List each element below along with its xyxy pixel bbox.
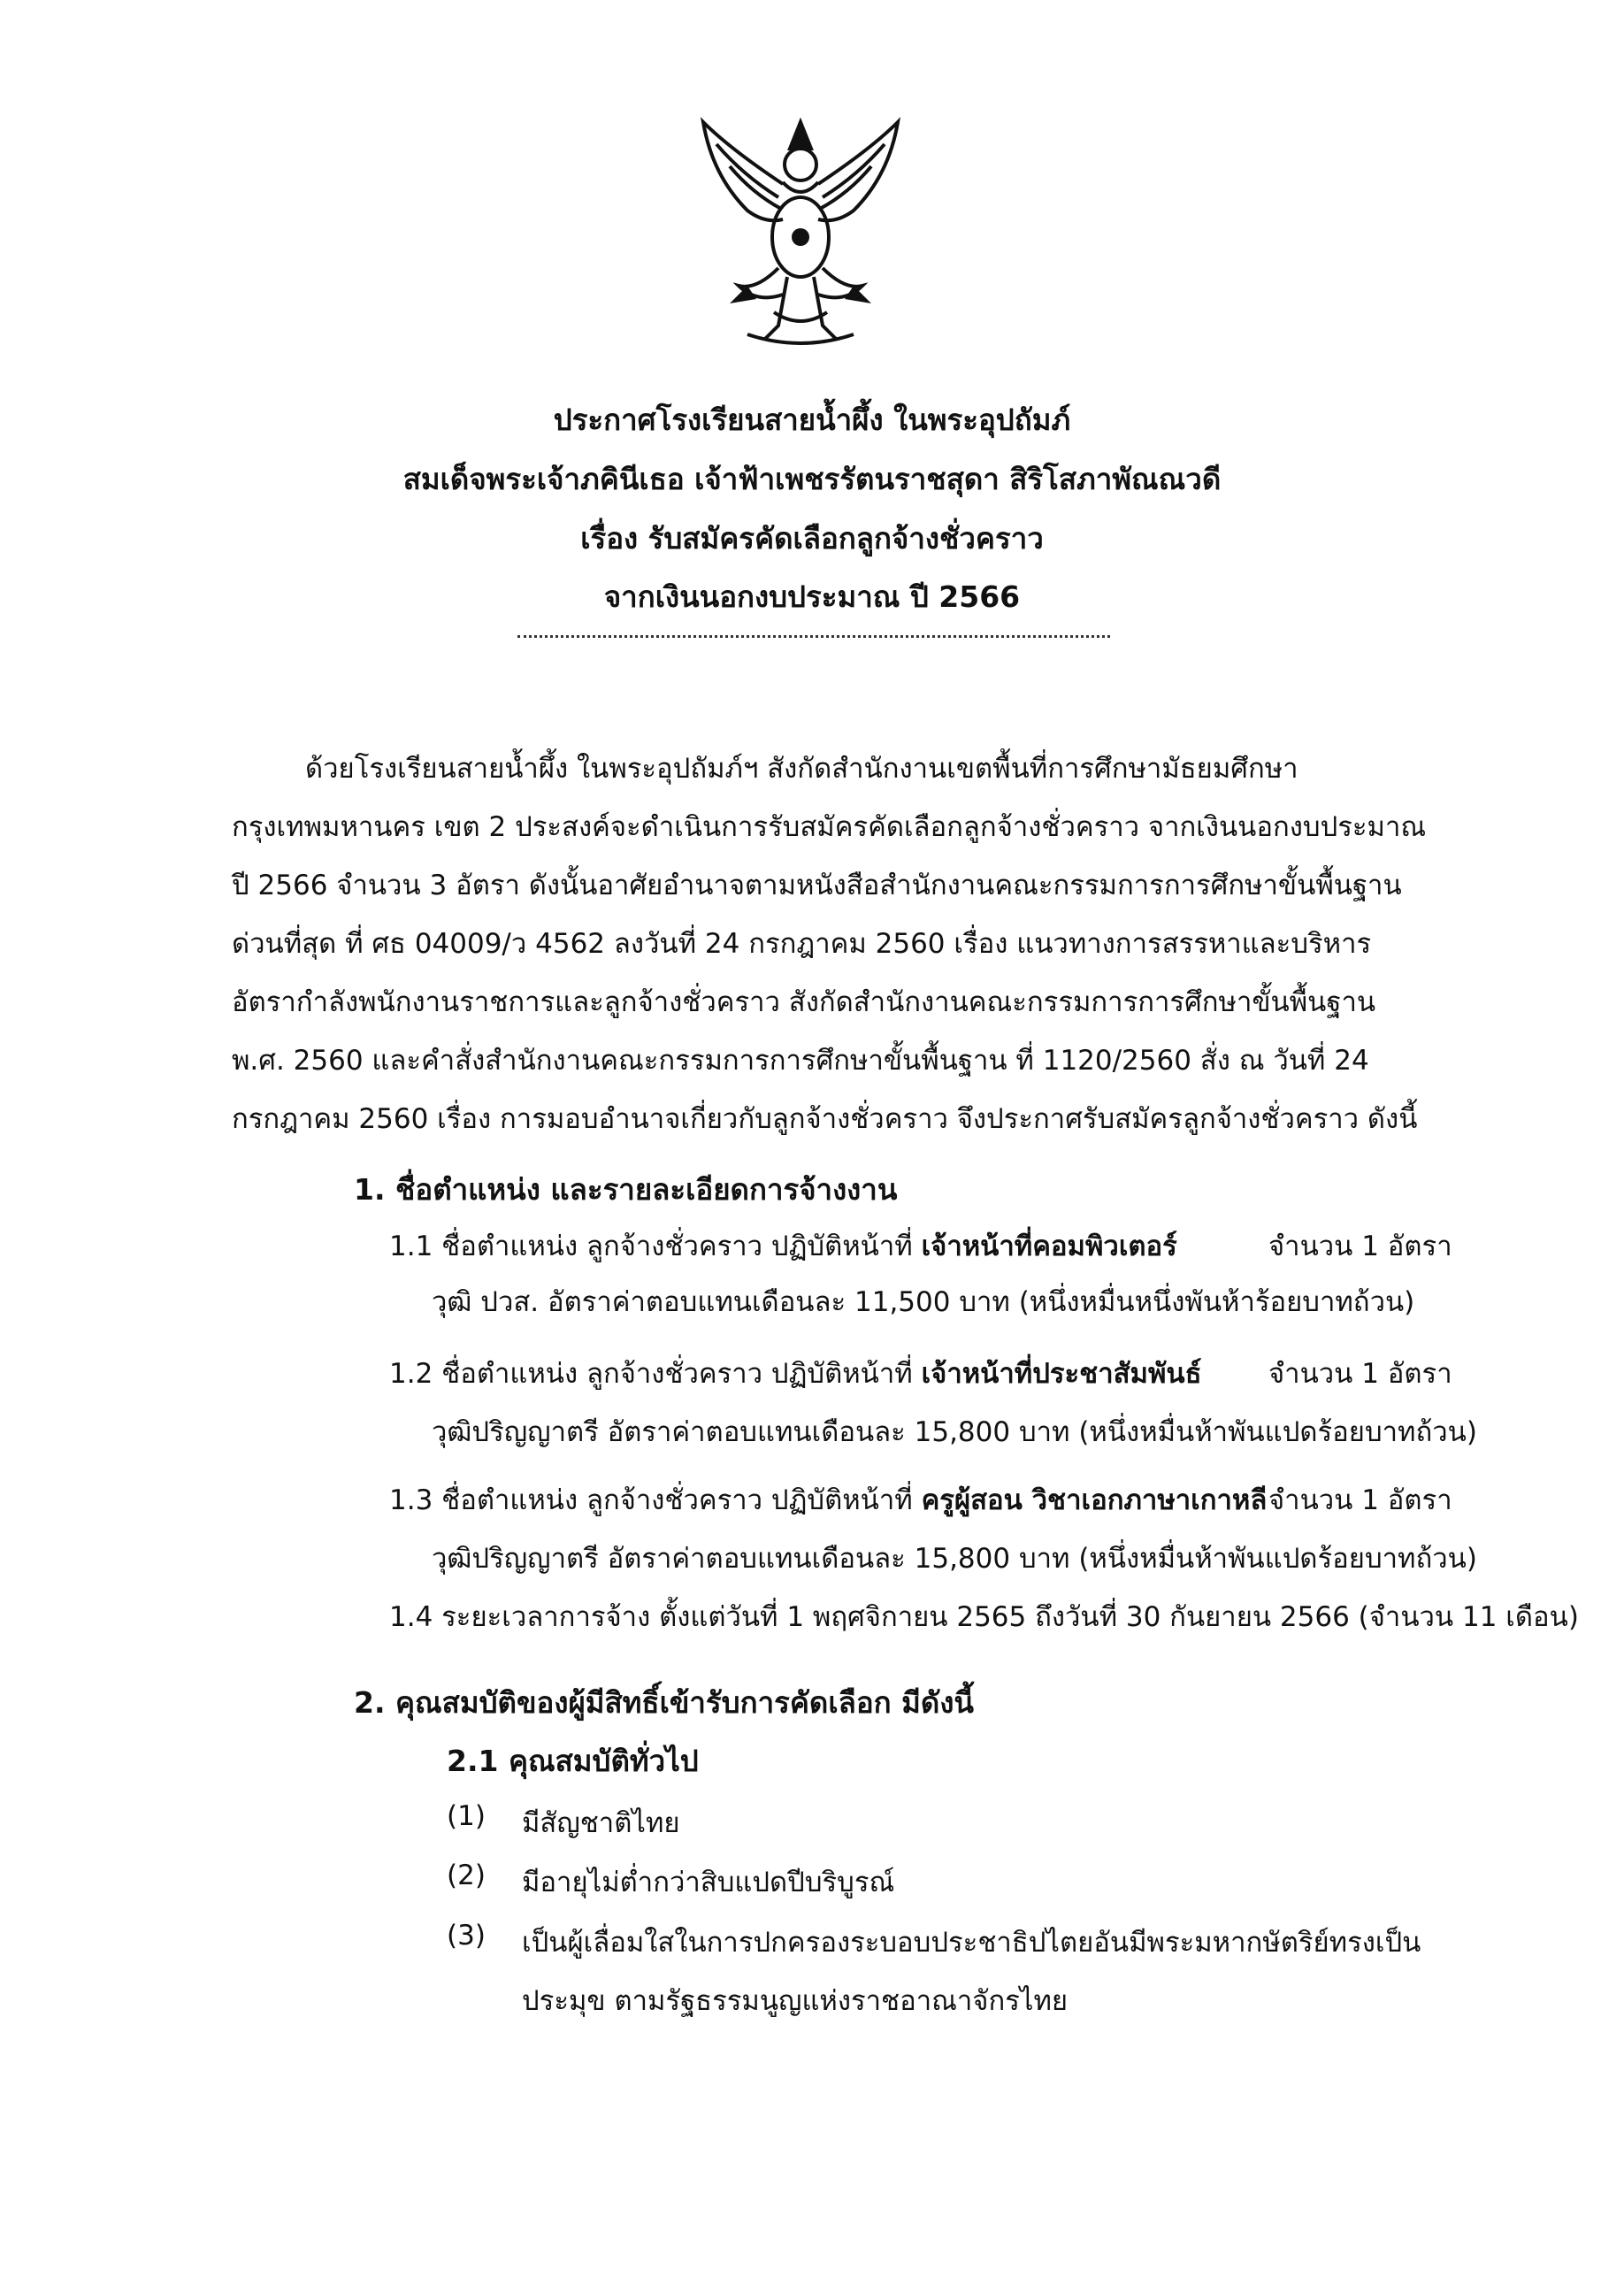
position-2-title: เจ้าหน้าที่ประชาสัมพันธ์ xyxy=(921,1358,1202,1390)
position-3-detail: วุฒิปริญญาตรี อัตราค่าตอบแทนเดือนละ 15,800 บาท (หนึ่งหมื่นห้าพันแปดร้อยบาทถ้วน) xyxy=(432,1543,1477,1575)
title-line-3: เรื่อง รับสมัครคัดเลือกลูกจ้างชั่วคราว xyxy=(580,521,1044,556)
title-line-1: ประกาศโรงเรียนสายน้ำผึ้ง ในพระอุปถัมภ์ xyxy=(553,403,1071,437)
employment-period: 1.4 ระยะเวลาการจ้าง ตั้งแต่วันที่ 1 พฤศจิกายน 2565 ถึงวันที่ 30 กันยายน 2566 (จำนวน 11 เดือน) xyxy=(389,1601,1579,1633)
position-3-prefix: 1.3 ชื่อตำแหน่ง ลูกจ้างชั่วคราว ปฏิบัติหน้าที่ xyxy=(389,1484,922,1516)
qualification-3-text: เป็นผู้เลื่อมใสในการปกครองระบอบประชาธิปไตยอันมีพระมหากษัตริย์ทรงเป็น xyxy=(522,1927,1421,1959)
intro-paragraph xyxy=(232,740,1435,1148)
qualification-1-num: (1) xyxy=(447,1800,486,1832)
title-line-2: สมเด็จพระเจ้าภคินีเธอ เจ้าฟ้าเพชรรัตนราชสุดา สิริโสภาพัณณวดี xyxy=(402,462,1222,496)
qualification-2-num: (2) xyxy=(447,1860,486,1891)
section2-heading: 2. คุณสมบัติของผู้มีสิทธิ์เข้ารับการคัดเลือก มีดังนี้ xyxy=(354,1685,974,1720)
position-3-title: ครูผู้สอน วิชาเอกภาษาเกาหลี xyxy=(921,1484,1268,1516)
position-1-line xyxy=(389,1223,1177,1268)
dotted-divider xyxy=(517,635,1110,638)
position-1-detail: วุฒิ ปวส. อัตราค่าตอบแทนเดือนละ 11,500 บาท (หนึ่งหมื่นหนึ่งพันห้าร้อยบาทถ้วน) xyxy=(432,1286,1415,1318)
title-line-4: จากเงินนอกงบประมาณ ปี 2566 xyxy=(603,579,1021,614)
qualification-2-text: มีอายุไม่ต่ำกว่าสิบแปดปีบริบูรณ์ xyxy=(522,1867,895,1898)
qualification-3-num: (3) xyxy=(447,1920,486,1952)
position-1-qty: จำนวน 1 อัตรา xyxy=(1268,1231,1452,1262)
intro-text: ด้วยโรงเรียนสายน้ำผึ้ง ในพระอุปถัมภ์ฯ สังกัดสำนักงานเขตพื้นที่การศึกษามัธยมศึกษา กรุงเทพมหานคร เขต 2 ประสงค์จะดำเนินการรับสมัครคัดเลือกลูกจ้างชั่วคราว จากเงินนอกงบประมาณ ปี 2566 จำนวน 3 อัตรา ดังนั้นอาศัยอำนาจตามหนังสือสำนักงานคณะกรรมการการศึกษาขั้นพื้นฐาน ด่วนที่สุด ที่ ศธ 04009/ว 4562 ลงวันที่ 24 กรกฎาคม 2560 เรื่อง แนวทางการสรรหาและบริหารอัตรากำลังพนักงานราชการและลูกจ้างชั่วคราว สังกัดสำนักงานคณะกรรมการการศึกษาขั้นพื้นฐาน พ.ศ. 2560 และคำสั่งสำนักงานคณะกรรมการการศึกษาขั้นพื้นฐาน ที่ 1120/2560 สั่ง ณ วันที่ 24 กรกฎาคม 2560 เรื่อง การมอบอำนาจเกี่ยวกับลูกจ้างชั่วคราว จึงประกาศรับสมัครลูกจ้างชั่วคราว ดังนี้ xyxy=(232,753,1427,1135)
garuda-emblem-icon xyxy=(694,113,907,352)
position-3-line xyxy=(389,1477,1267,1522)
position-1-title: เจ้าหน้าที่คอมพิวเตอร์ xyxy=(921,1231,1177,1262)
position-3-qty: จำนวน 1 อัตรา xyxy=(1268,1484,1452,1516)
position-2-line xyxy=(389,1351,1202,1395)
position-2-detail: วุฒิปริญญาตรี อัตราค่าตอบแทนเดือนละ 15,800 บาท (หนึ่งหมื่นห้าพันแปดร้อยบาทถ้วน) xyxy=(432,1416,1477,1448)
position-2-prefix: 1.2 ชื่อตำแหน่ง ลูกจ้างชั่วคราว ปฏิบัติหน้าที่ xyxy=(389,1358,922,1390)
section2-subheading: 2.1 คุณสมบัติทั่วไป xyxy=(447,1744,699,1778)
qualification-1-text: มีสัญชาติไทย xyxy=(522,1807,680,1839)
position-2-qty: จำนวน 1 อัตรา xyxy=(1268,1358,1452,1390)
qualification-3-text-cont: ประมุข ตามรัฐธรรมนูญแห่งราชอาณาจักรไทย xyxy=(522,1985,1069,2017)
section1-heading: 1. ชื่อตำแหน่ง และรายละเอียดการจ้างงาน xyxy=(354,1172,898,1207)
position-1-prefix: 1.1 ชื่อตำแหน่ง ลูกจ้างชั่วคราว ปฏิบัติหน้าที่ xyxy=(389,1231,922,1262)
